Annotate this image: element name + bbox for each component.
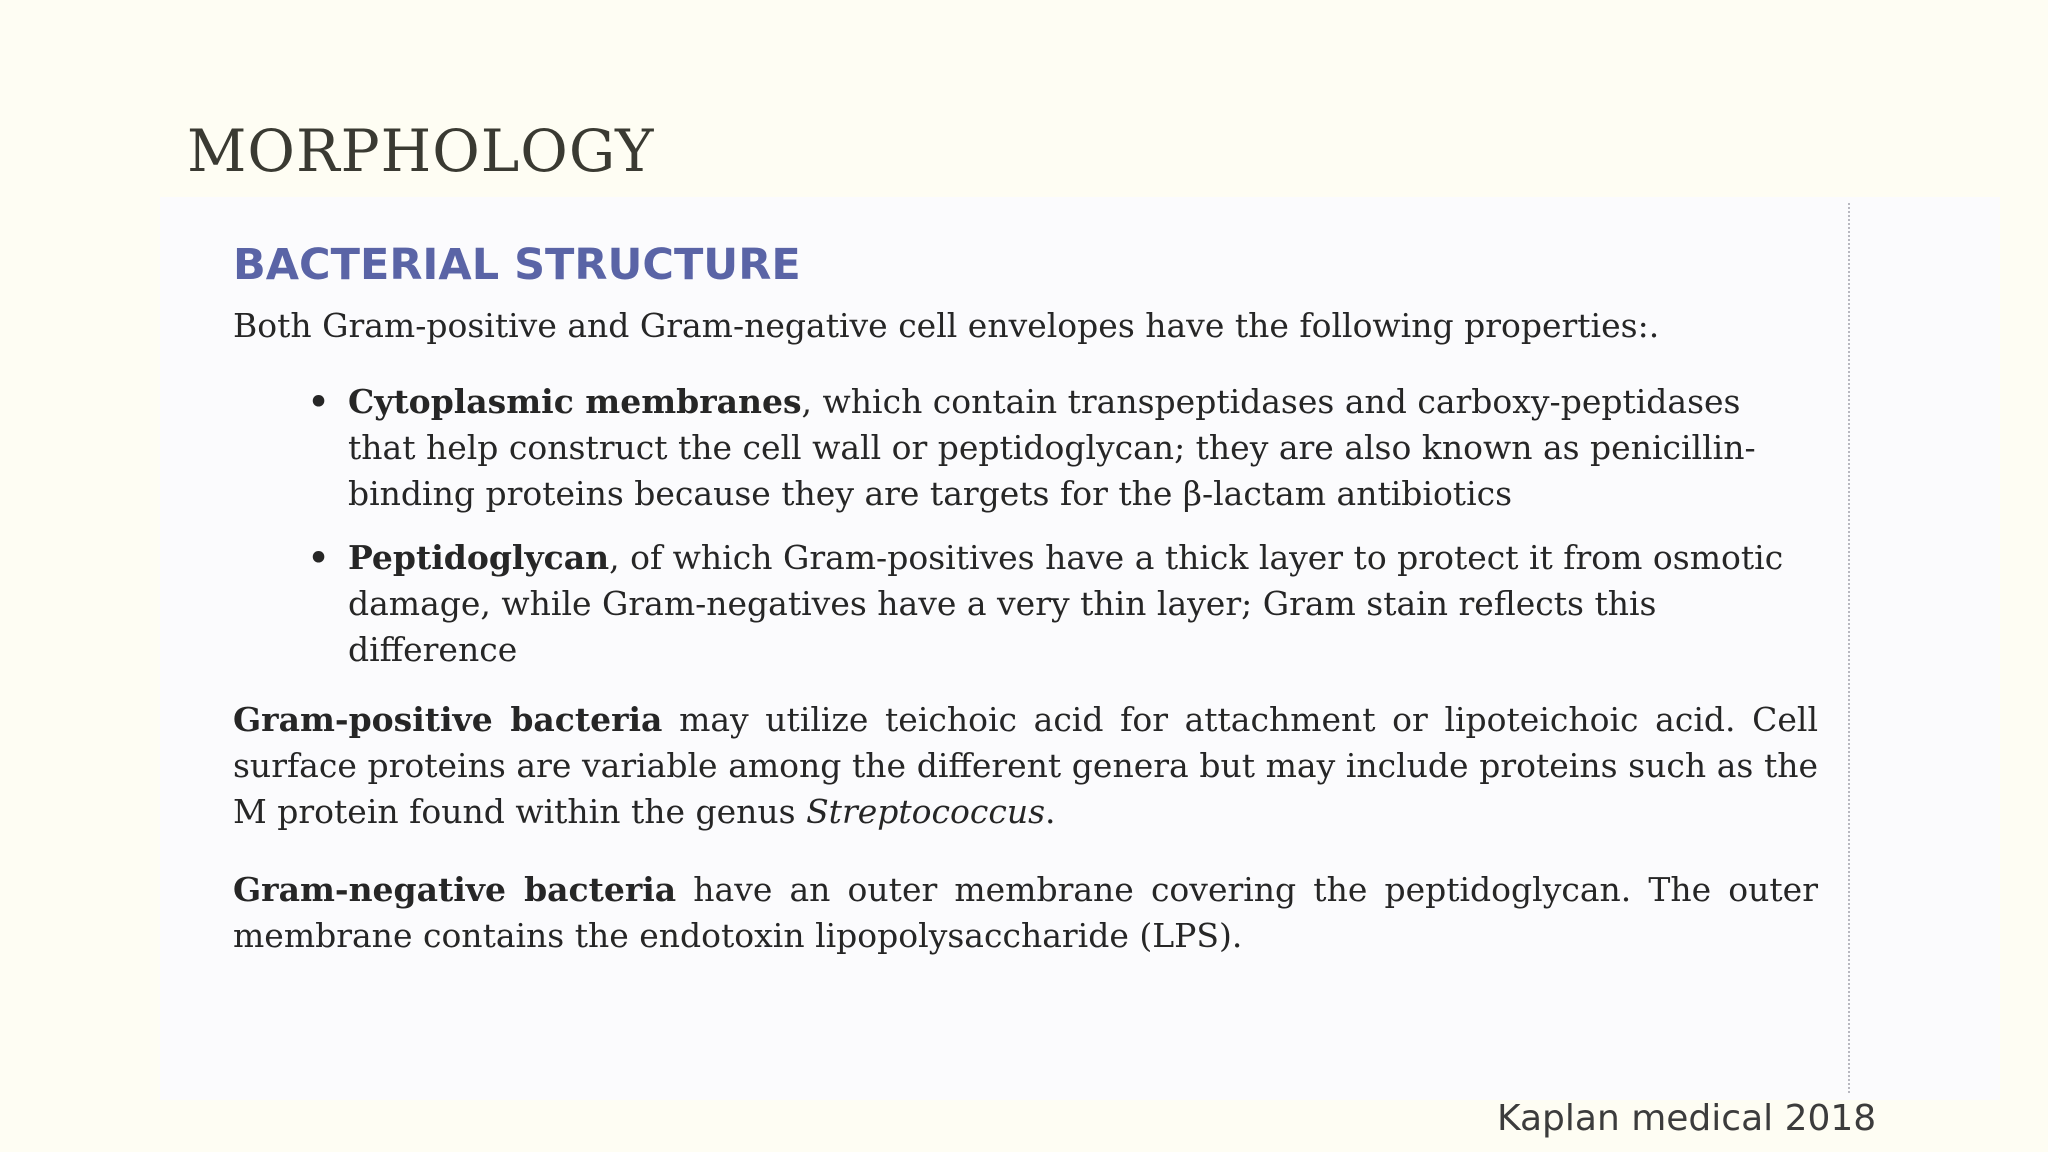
source-credit: Kaplan medical 2018	[1497, 1098, 1877, 1139]
gram-positive-period: .	[1045, 792, 1056, 831]
term-gram-positive: Gram-positive bacteria	[233, 700, 663, 739]
slide-title: MORPHOLOGY	[187, 117, 655, 185]
page-edge-rule	[1848, 203, 1850, 1093]
peptidoglycan-description: , of which Gram-positives have a thick layer to protect it from osmotic damage, while Gram-negatives have a very thin layer; Gram stain reflects this difference	[348, 538, 1784, 669]
gram-negative-paragraph	[233, 867, 1818, 959]
intro-paragraph: Both Gram-positive and Gram-negative cell envelopes have the following properties:.	[233, 306, 1660, 345]
section-heading: BACTERIAL STRUCTURE	[233, 240, 801, 290]
gram-negative-description: have an outer membrane covering the peptidoglycan. The outer membrane contains the endotoxin lipopolysaccharide (LPS).	[233, 870, 1818, 955]
list-item-cytoplasmic-membranes	[308, 379, 1818, 517]
gram-positive-paragraph	[233, 697, 1818, 835]
list-item-peptidoglycan	[308, 535, 1818, 673]
bullet-icon: •	[308, 538, 330, 577]
properties-list	[233, 379, 1818, 673]
term-cytoplasmic-membranes: Cytoplasmic membranes	[348, 382, 802, 421]
excerpt-content	[233, 239, 1818, 959]
term-gram-negative: Gram-negative bacteria	[233, 870, 677, 909]
cytoplasmic-membranes-description: , which contain transpeptidases and carboxy-peptidases that help construct the cell wall or peptidoglycan; they are also known as penicillin-binding proteins because they are targets for the β-lactam antibiotics	[348, 382, 1756, 513]
textbook-excerpt-image	[160, 197, 2000, 1100]
genus-streptococcus: Streptococcus	[806, 792, 1046, 831]
gram-positive-description: may utilize teichoic acid for attachment or lipoteichoic acid. Cell surface proteins are variable among the different genera but may include proteins such as the M protein found within the genus	[233, 700, 1818, 831]
term-peptidoglycan: Peptidoglycan	[348, 538, 610, 577]
bullet-icon: •	[308, 382, 330, 421]
